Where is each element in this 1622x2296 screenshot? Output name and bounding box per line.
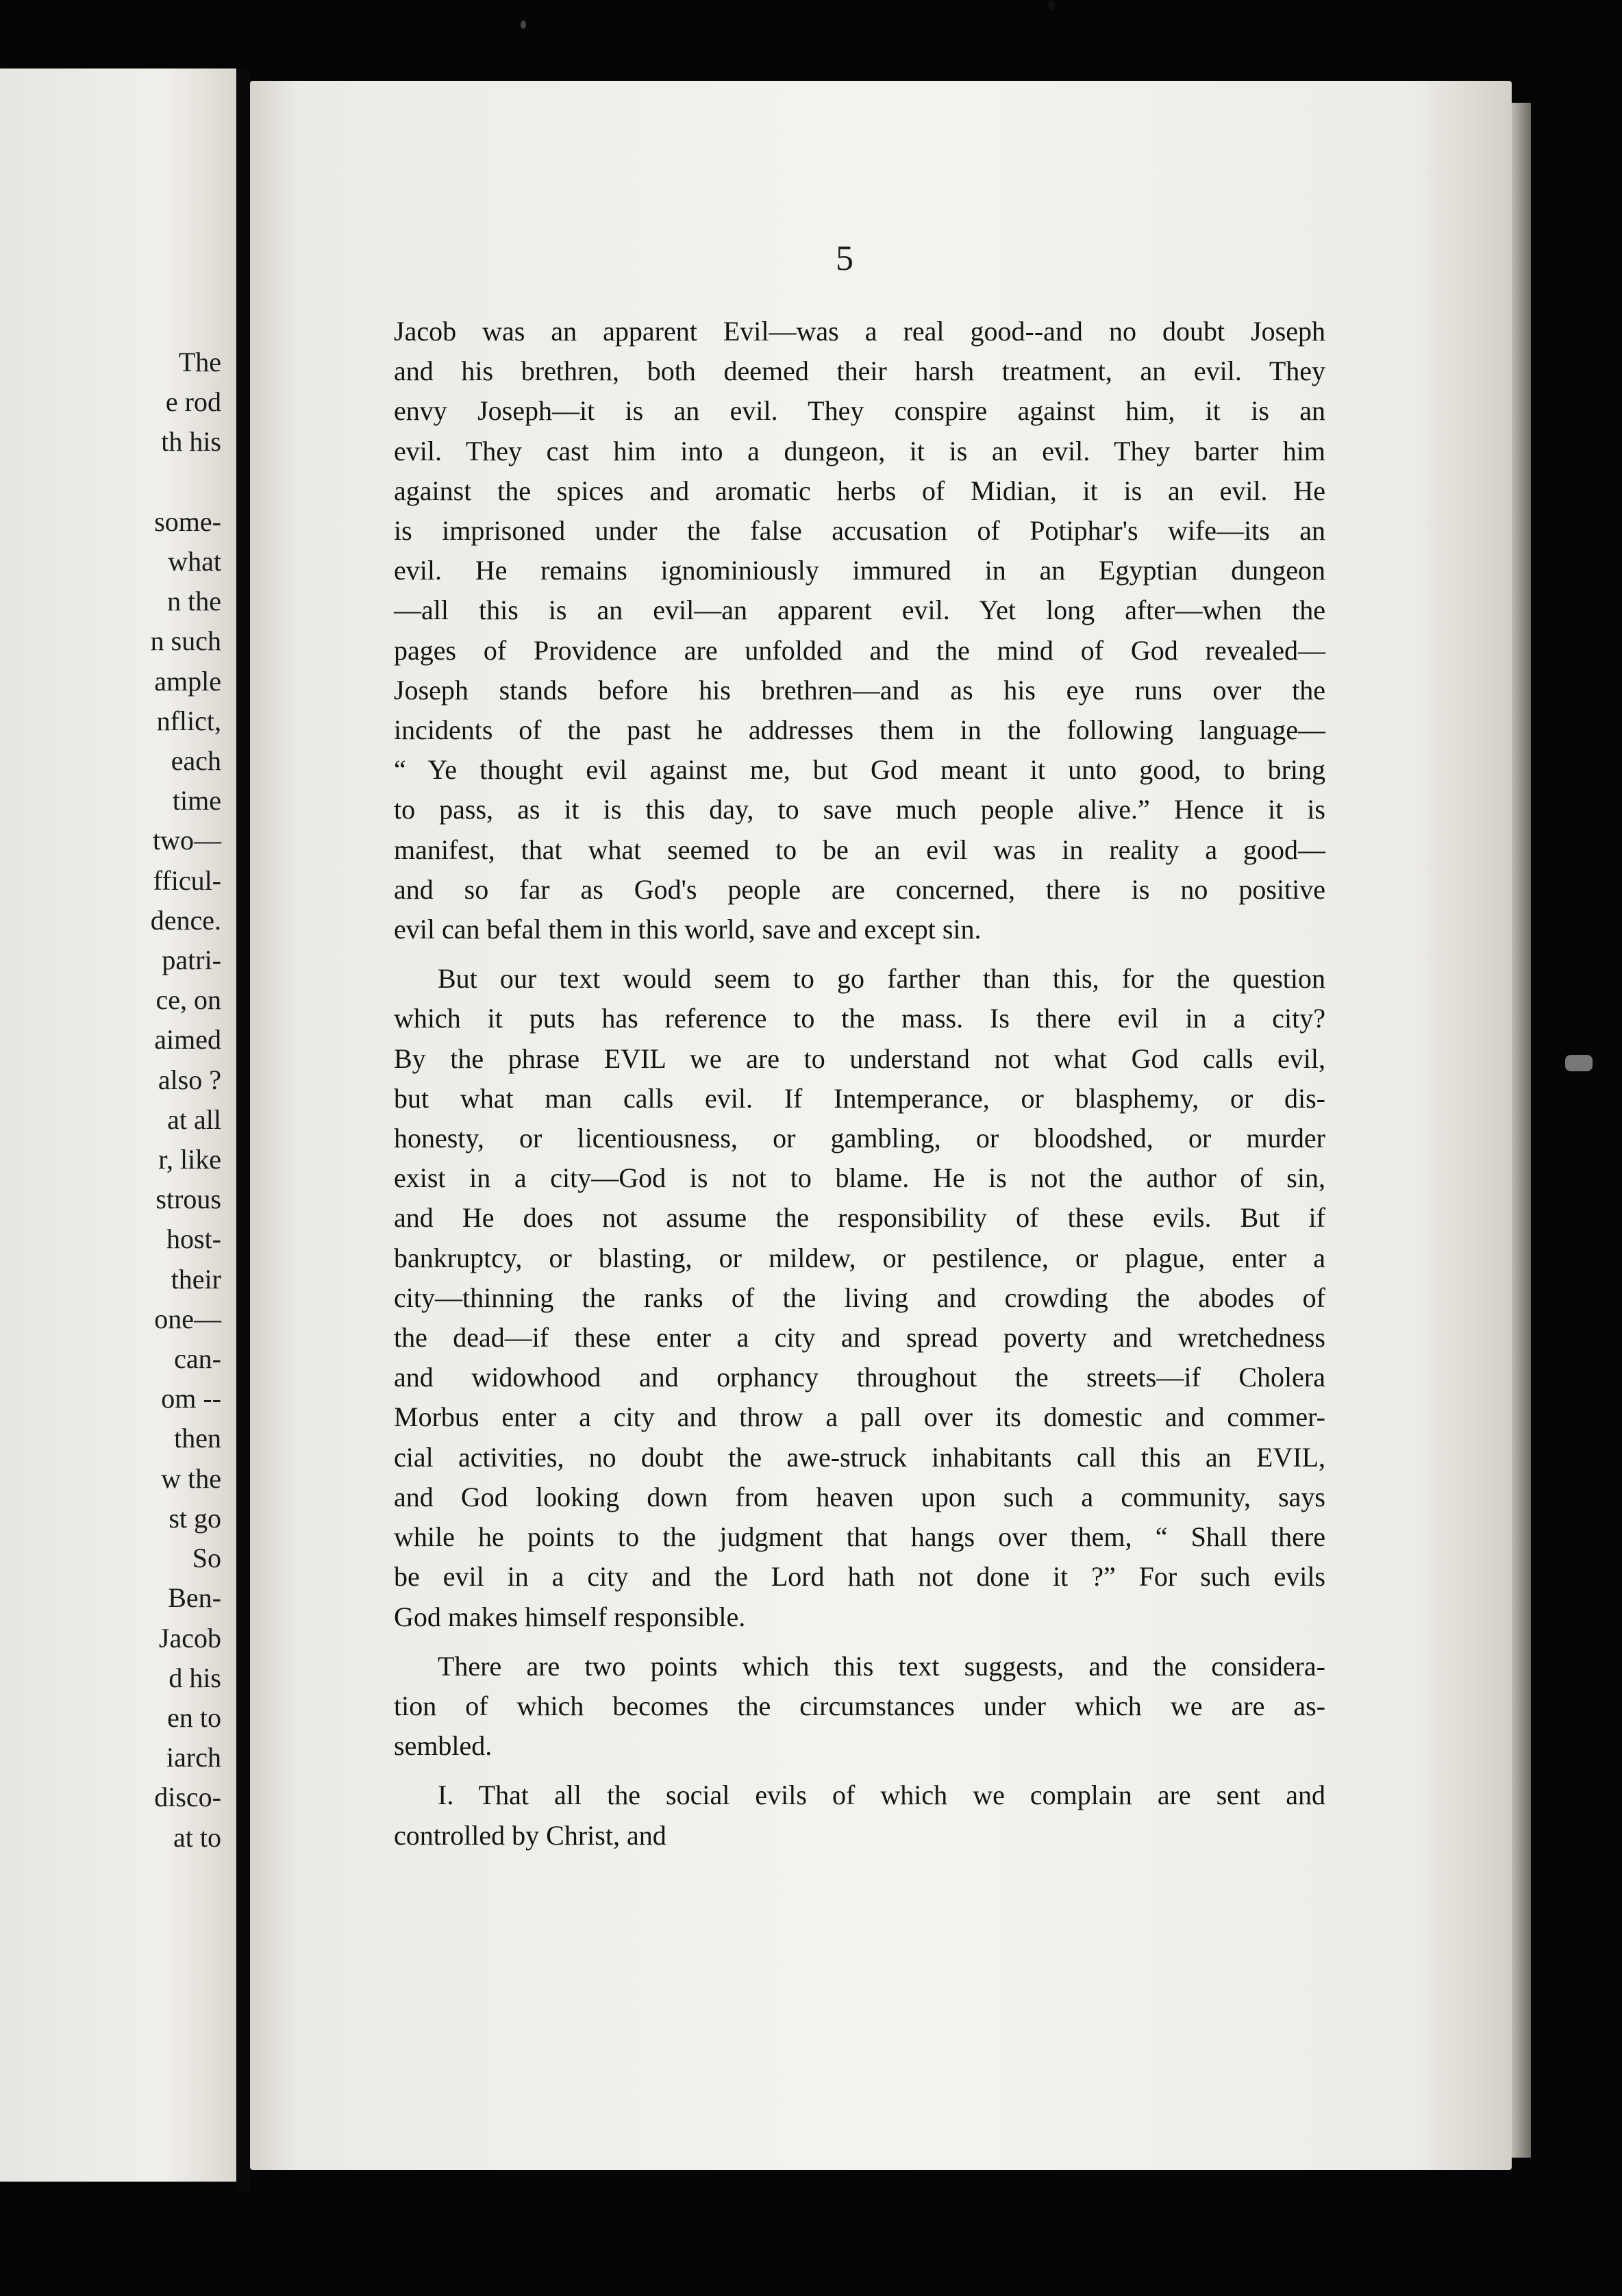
text-line: —all this is an evil—an apparent evil. Yet long after—when the [394, 595, 1325, 626]
text-line: city—thinning the ranks of the living and crowding the abodes of [394, 1282, 1325, 1313]
facing-line: some- [154, 506, 221, 537]
facing-line: n the [167, 586, 221, 617]
facing-line: d his [169, 1662, 221, 1693]
text-line: sembled. [394, 1730, 492, 1762]
facing-line: en to [167, 1701, 221, 1733]
facing-line: aimed [154, 1024, 221, 1056]
text-line: Jacob was an apparent Evil—was a real good--and no doubt Joseph [394, 316, 1325, 347]
text-line: tion of which becomes the circumstances under which we are as- [394, 1690, 1325, 1721]
facing-line: Ben- [168, 1582, 221, 1614]
facing-line: patri- [162, 945, 221, 976]
speck [1048, 0, 1055, 10]
text-line: and He does not assume the responsibility of these evils. But if [394, 1202, 1325, 1234]
text-line: There are two points which this text suggests, and the considera- [438, 1650, 1325, 1682]
text-line: and widowhood and orphancy throughout the streets—if Cholera [394, 1362, 1325, 1393]
facing-line: e rod [165, 386, 221, 418]
text-line: which it puts has reference to the mass. Is there evil in a city? [394, 1003, 1325, 1034]
facing-line: The [178, 347, 221, 377]
text-line: By the phrase EVIL we are to understand not what God calls evil, [394, 1043, 1325, 1074]
text-line: and so far as God's people are concerned, there is no positive [394, 873, 1325, 905]
facing-line: two— [153, 825, 221, 856]
facing-line: one— [154, 1303, 221, 1334]
facing-line: ce, on [155, 984, 221, 1016]
text-line: bankruptcy, or blasting, or mildew, or pestilence, or plague, enter a [394, 1242, 1325, 1273]
text-line: and his brethren, both deemed their harsh treatment, an evil. They [394, 355, 1325, 387]
speck [1565, 1055, 1593, 1071]
text-line: evil. He remains ignominiously immured in an Egyptian dungeon [394, 555, 1325, 586]
text-line: Morbus enter a city and throw a pall over its domestic and commer- [394, 1401, 1325, 1433]
text-line: and God looking down from heaven upon such a community, says [394, 1481, 1325, 1512]
book-gutter [236, 68, 250, 2192]
text-line: honesty, or licentiousness, or gambling, or bloodshed, or murder [394, 1123, 1325, 1154]
facing-line: at all [167, 1103, 221, 1135]
text-line: God makes himself responsible. [394, 1601, 746, 1632]
facing-line: host- [166, 1223, 221, 1255]
text-line: the dead—if these enter a city and spread poverty and wretchedness [394, 1322, 1325, 1353]
facing-line: So [192, 1543, 221, 1574]
text-line: exist in a city—God is not to blame. He is not the author of sin, [394, 1162, 1325, 1194]
speck [521, 21, 526, 29]
text-line: I. That all the social evils of which we complain are sent and [438, 1780, 1325, 1811]
facing-line: w the [161, 1462, 221, 1494]
text-line: controlled by Christ, and [394, 1819, 666, 1851]
text-line: to pass, as it is this day, to save much people alive.” Hence it is [394, 794, 1325, 825]
text-line: evil can befal them in this world, save and except sin. [394, 914, 982, 945]
facing-line: Jacob [158, 1622, 221, 1654]
facing-line: st go [169, 1502, 221, 1534]
text-line: incidents of the past he addresses them in the following language— [394, 714, 1325, 746]
page-edge [1512, 103, 1531, 2158]
body-text [394, 312, 1325, 1856]
text-line: be evil in a city and the Lord hath not done it ?” For such evils [394, 1561, 1325, 1593]
facing-line: can- [174, 1343, 221, 1375]
facing-line: om -- [161, 1383, 221, 1414]
text-line: while he points to the judgment that hangs over them, “ Shall there [394, 1521, 1325, 1553]
facing-line: what [168, 546, 221, 577]
facing-line: nflict, [156, 705, 221, 736]
facing-page-text [16, 342, 221, 1858]
facing-line: dence. [150, 904, 221, 936]
page-number: 5 [836, 239, 853, 278]
facing-line: th his [161, 426, 221, 458]
text-line: But our text would seem to go farther than this, for the question [438, 963, 1325, 995]
text-line: is imprisoned under the false accusation of Potiphar's wife—its an [394, 515, 1325, 547]
facing-line: at to [173, 1821, 221, 1853]
facing-line: disco- [154, 1782, 221, 1813]
facing-line: iarch [166, 1742, 221, 1773]
facing-line: each [171, 745, 221, 777]
facing-line: also ? [158, 1064, 221, 1095]
text-line: cial activities, no doubt the awe-struck inhabitants call this an EVIL, [394, 1441, 1325, 1473]
facing-line [16, 462, 221, 502]
facing-line: strous [155, 1184, 221, 1215]
facing-line: r, like [158, 1144, 221, 1175]
facing-line: time [172, 785, 221, 816]
text-line: “ Ye thought evil against me, but God meant it unto good, to bring [394, 754, 1325, 786]
text-line: manifest, that what seemed to be an evil was in reality a good— [394, 834, 1325, 865]
facing-line: fficul- [153, 864, 221, 896]
facing-line: then [174, 1423, 221, 1454]
text-line: but what man calls evil. If Intemperance, or blasphemy, or dis- [394, 1082, 1325, 1114]
facing-page [0, 68, 236, 2182]
facing-line: their [171, 1263, 221, 1295]
text-line: evil. They cast him into a dungeon, it is an evil. They barter him [394, 435, 1325, 466]
text-line: Joseph stands before his brethren—and as his eye runs over the [394, 674, 1325, 706]
text-line: envy Joseph—it is an evil. They conspire against him, it is an [394, 395, 1325, 427]
text-line: pages of Providence are unfolded and the mind of God revealed— [394, 634, 1325, 666]
text-line: against the spices and aromatic herbs of Midian, it is an evil. He [394, 475, 1325, 506]
facing-line: n such [150, 625, 221, 657]
facing-line: ample [154, 665, 221, 697]
